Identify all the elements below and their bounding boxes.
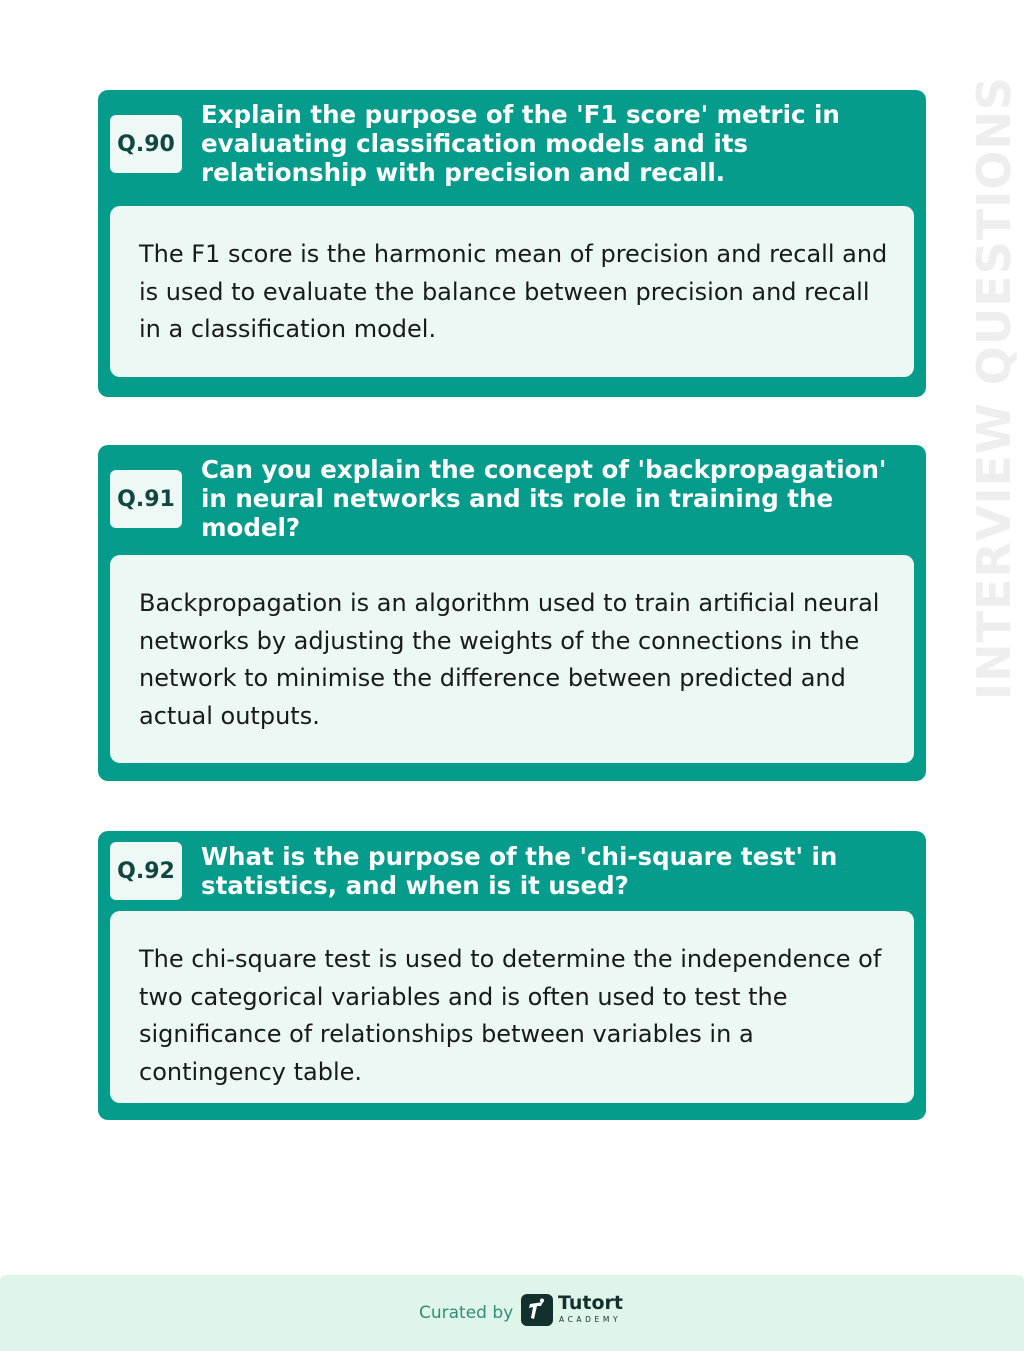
tutort-logo-icon	[521, 1294, 553, 1326]
question-card-90	[98, 90, 926, 397]
answer-box	[110, 911, 914, 1103]
answer-box	[110, 555, 914, 763]
question-title: What is the purpose of the 'chi-square test' in statistics, and when is it used?	[201, 842, 838, 900]
footer	[0, 1275, 1024, 1351]
brand-name: Tutort	[558, 1292, 623, 1314]
answer-box	[110, 206, 914, 377]
answer-text: The F1 score is the harmonic mean of precision and recall and is used to evaluate the balance between precision and recall in a classification model.	[139, 240, 888, 343]
brand-sub: ACADEMY	[559, 1315, 622, 1324]
question-number-badge: Q.92	[110, 842, 182, 900]
answer-text: Backpropagation is an algorithm used to train artificial neural networks by adjusting the weights of the connections in the network to minimise the difference between predicted and actual outputs.	[139, 589, 880, 730]
curated-by-label: Curated by	[419, 1303, 514, 1323]
question-title: Explain the purpose of the 'F1 score' metric in evaluating classification models and its relationship with precision and recall.	[201, 100, 840, 187]
question-number-badge: Q.91	[110, 470, 182, 528]
question-card-91	[98, 445, 926, 781]
side-label: INTERVIEW QUESTIONS	[967, 76, 1021, 700]
question-number-badge: Q.90	[110, 115, 182, 173]
question-title: Can you explain the concept of 'backpropagation' in neural networks and its role in training the model?	[201, 455, 887, 542]
answer-text: The chi-square test is used to determine the independence of two categorical variables and is often used to test the significance of relationships between variables in a contingency table.	[139, 945, 882, 1086]
question-card-92	[98, 831, 926, 1120]
